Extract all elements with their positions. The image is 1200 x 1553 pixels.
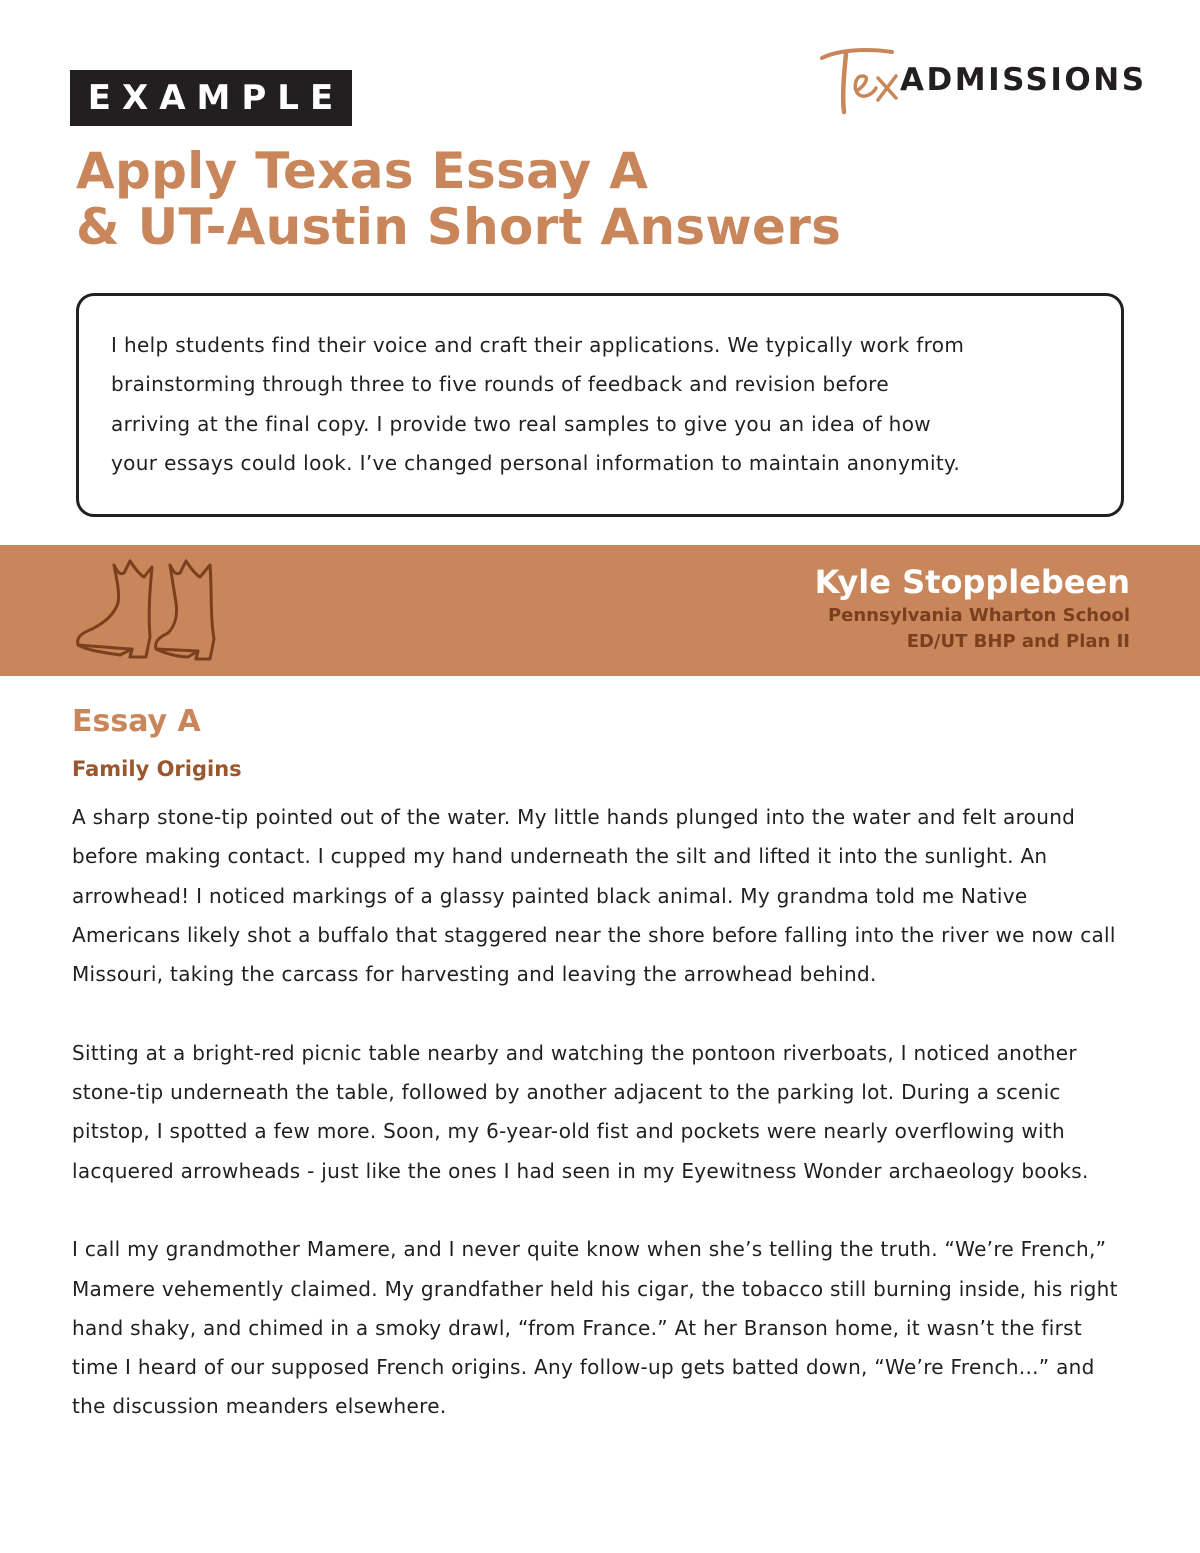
tex-script-logo-mark (818, 40, 908, 120)
essay-paragraph: A sharp stone-tip pointed out of the water. My little hands plunged into the water and felt around before making contact. I cupped my hand underneath the silt and lifted it into the sunlight. An arrowhead! I noticed markings of a glassy painted black animal. My grandma told me Native Americans likely shot a buffalo that staggered near the shore before falling into the river we now call Missouri, taking the carcass for harvesting and leaving the arrowhead behind. (72, 805, 1116, 987)
intro-box (76, 293, 1124, 517)
student-school: Pennsylvania Wharton School (827, 605, 1130, 626)
title-line-1: Apply Texas Essay A (76, 142, 649, 200)
tex-admissions-logo (818, 40, 1158, 120)
cowboy-boots-icon (70, 553, 230, 668)
intro-line: I help students find their voice and craft their applications. We typically work from (111, 333, 965, 357)
essay-paragraph: Sitting at a bright-red picnic table nearby and watching the pontoon riverboats, I noticed another stone-tip underneath the table, followed by another adjacent to the parking lot. During a scenic pitstop, I spotted a few more. Soon, my 6-year-old fist and pockets were nearly overflowing with lacquered arrowheads - just like the ones I had seen in my Eyewitness Wonder archaeology books. (72, 1040, 1089, 1183)
intro-text (111, 326, 1071, 483)
intro-line: brainstorming through three to five rounds of feedback and revision before (111, 372, 889, 397)
student-banner (0, 545, 1200, 676)
page-title (76, 143, 1076, 255)
example-badge: EXAMPLE (70, 70, 352, 126)
student-info (815, 563, 1130, 655)
essay-heading: Essay A (72, 704, 201, 739)
intro-line: your essays could look. I’ve changed personal information to maintain anonymity. (111, 450, 961, 475)
student-name: Kyle Stopplebeen (814, 563, 1130, 601)
essay-subheading: Family Origins (72, 757, 242, 781)
essay-paragraph: I call my grandmother Mamere, and I never quite know when she’s telling the truth. “We’re French,” Mamere vehemently claimed. My grandfather held his cigar, the tobacco still burning inside, his right hand shaky, and chimed in a smoky drawl, “from France.” At her Branson home, it wasn’t the first time I heard of our supposed French origins. Any follow-up gets batted down, “We’re French...” and the discussion meanders elsewhere. (72, 1237, 1118, 1419)
essay-body (72, 798, 1132, 1466)
intro-line: arriving at the final copy. I provide two real samples to give you an idea of how (111, 411, 931, 436)
student-programs: ED/UT BHP and Plan II (906, 631, 1130, 652)
logo-wordmark: ADMISSIONS (900, 62, 1147, 98)
title-line-2: & UT-Austin Short Answers (76, 198, 842, 256)
